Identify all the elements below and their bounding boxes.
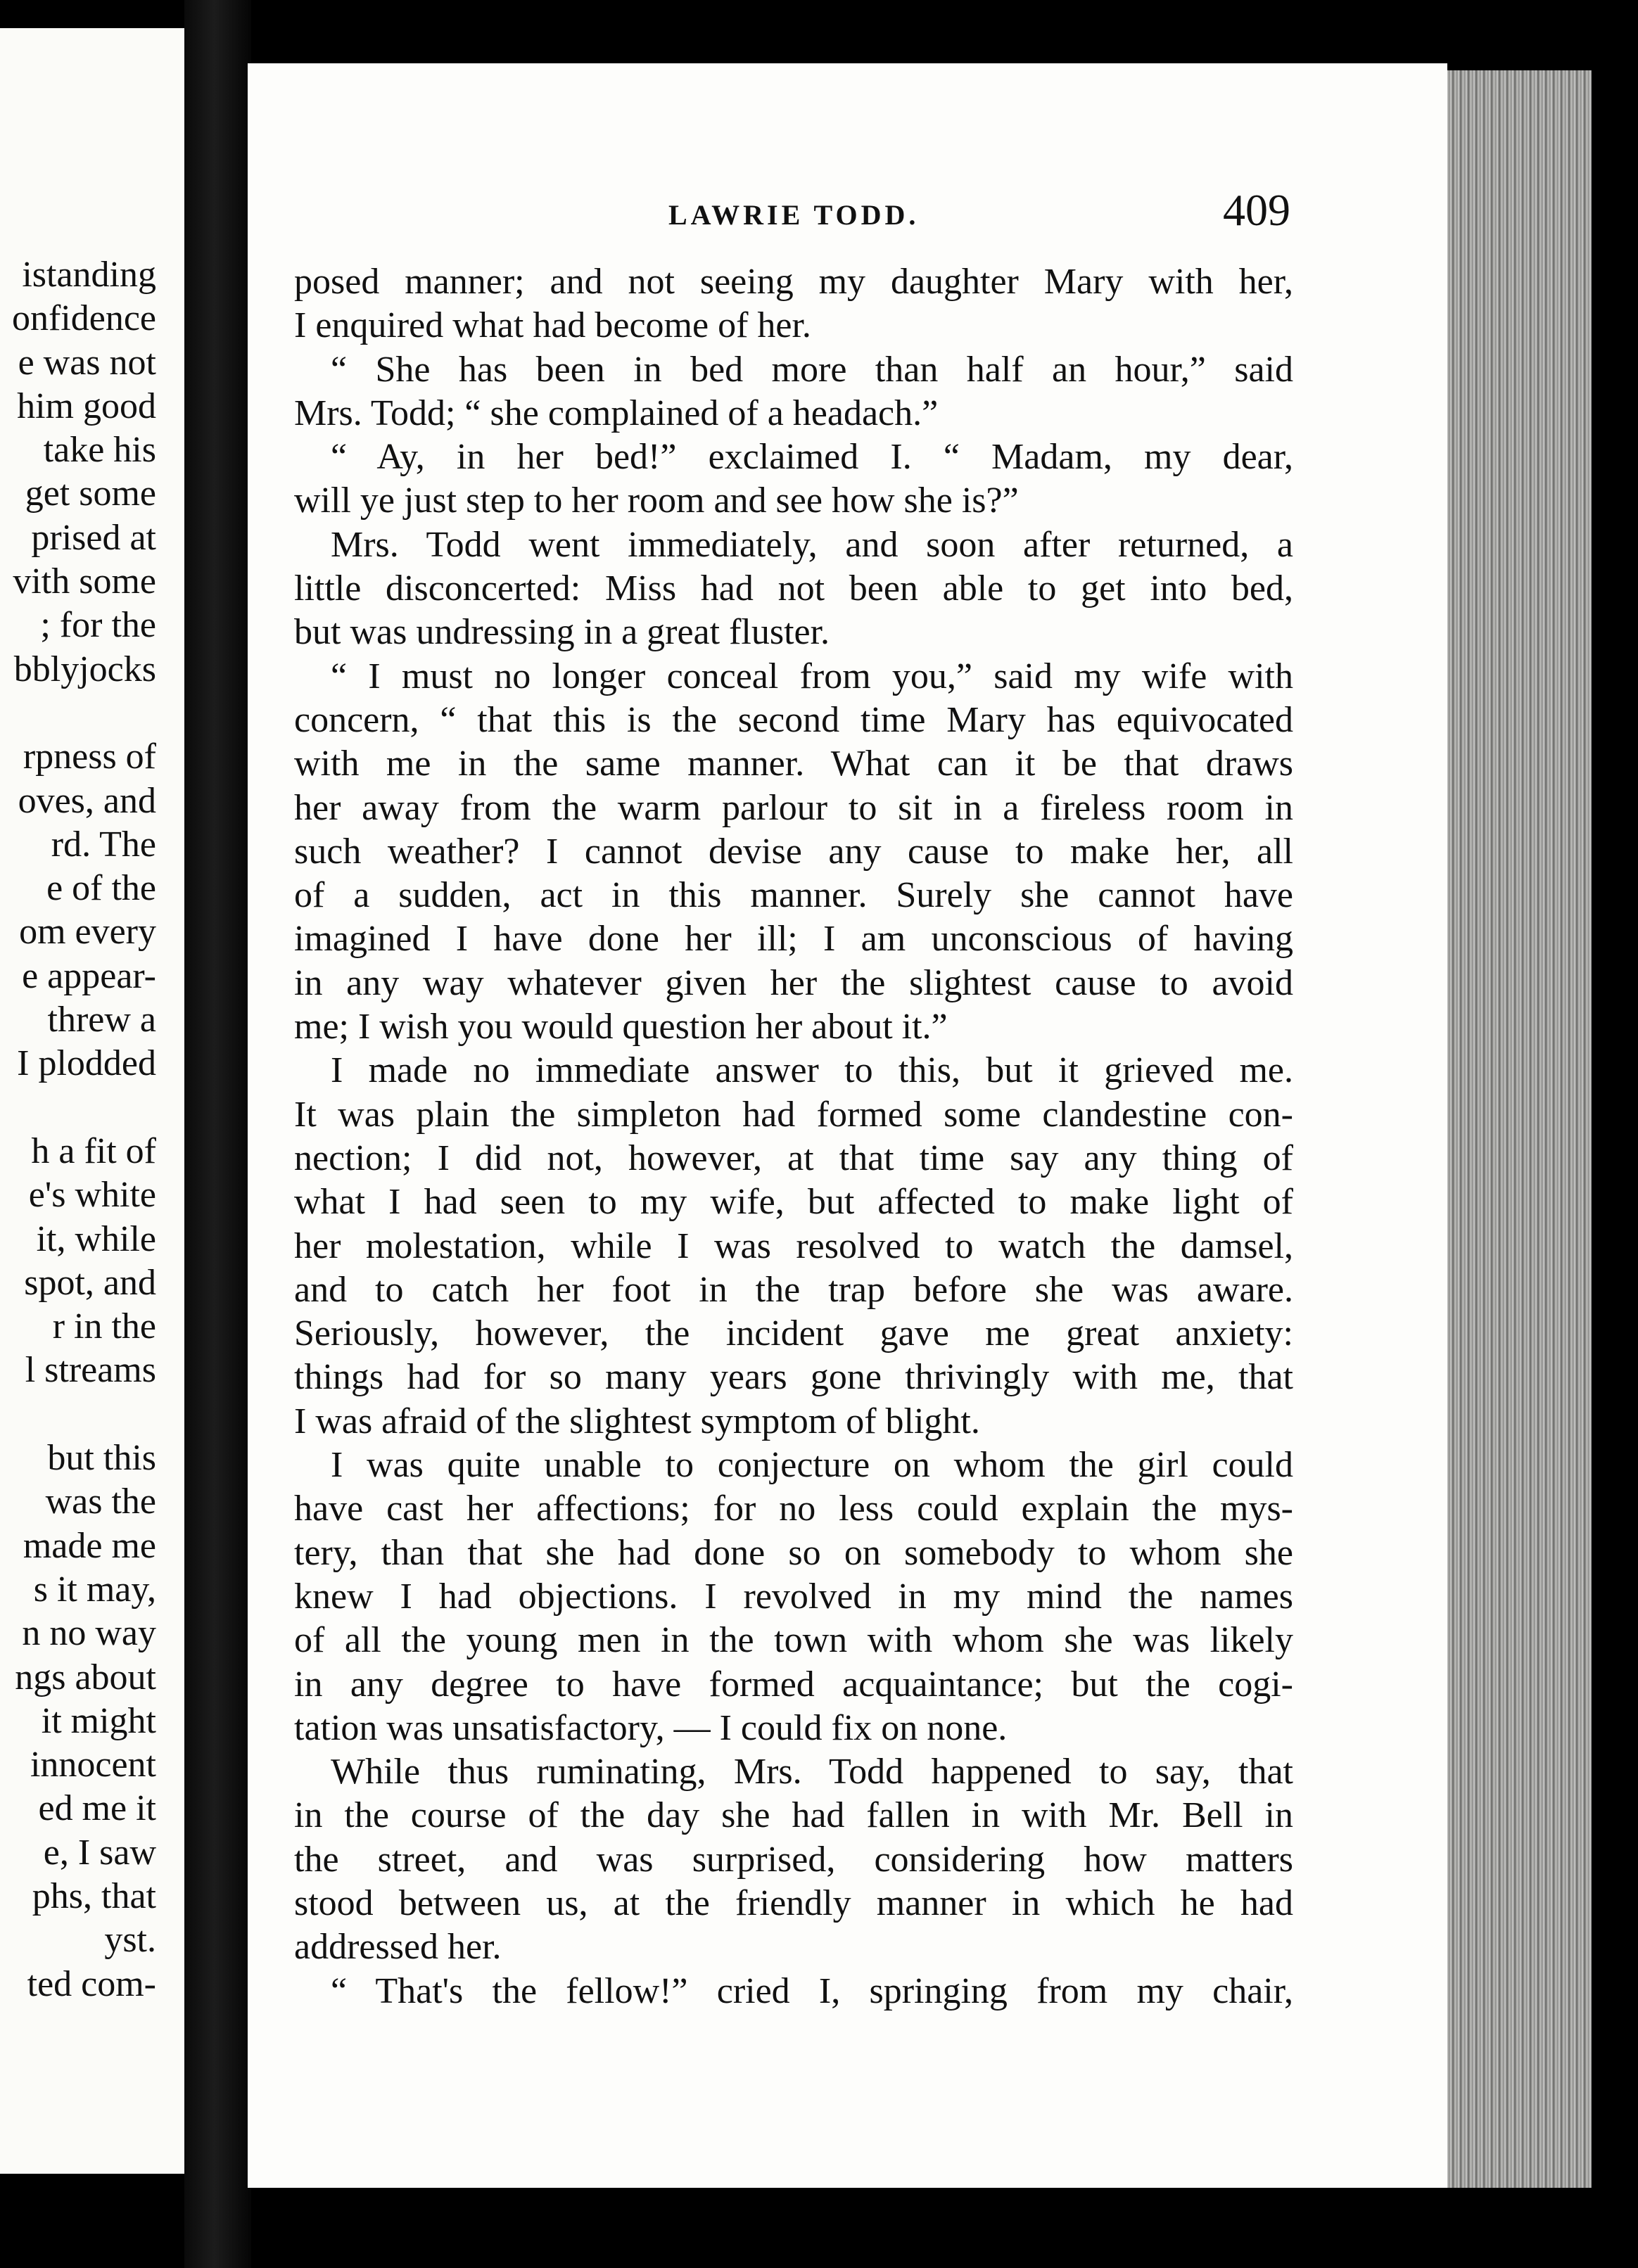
left-page-line: n no way	[22, 1613, 156, 1654]
left-page-line: e of the	[46, 868, 156, 909]
text-line: the street, and was surprised, considering how matters	[294, 1839, 1293, 1880]
left-page-line: was the	[45, 1482, 156, 1522]
text-line: stood between us, at the friendly manner in which he had	[294, 1882, 1293, 1923]
running-title: LAWRIE TODD.	[668, 199, 920, 231]
text-line: “ I must no longer conceal from you,” said my wife with	[331, 656, 1293, 696]
left-page-line: bblyjocks	[13, 649, 156, 689]
text-line: little disconcerted: Miss had not been able to get into bed,	[294, 568, 1293, 609]
left-page-line: ; for the	[40, 605, 156, 646]
left-page-line: r in the	[52, 1306, 156, 1347]
left-page-text	[12, 253, 156, 2006]
page-edges	[1447, 70, 1592, 2188]
left-page-line: rd. The	[51, 824, 156, 865]
left-page-line: ngs about	[15, 1657, 156, 1697]
text-line: tation was unsatisfactory, — I could fix on none.	[294, 1707, 1008, 1748]
text-line: “ That's the fellow!” cried I, springing from my chair,	[331, 1970, 1293, 2011]
left-page-line: it, while	[36, 1218, 156, 1259]
left-page-line: s it may,	[33, 1569, 156, 1610]
left-page-fragment	[0, 28, 184, 2174]
text-line: addressed her.	[294, 1927, 502, 1968]
text-line: in any way whatever given her the slightest cause to avoid	[294, 962, 1293, 1003]
text-line: will ye just step to her room and see how she is?”	[294, 480, 1019, 521]
left-page-line: l streams	[25, 1350, 156, 1391]
text-line: but was undressing in a great fluster.	[294, 612, 830, 653]
left-page-line: oves, and	[18, 780, 156, 821]
text-line: I enquired what had become of her.	[294, 305, 811, 346]
text-line: nection; I did not, however, at that time say any thing of	[294, 1138, 1293, 1178]
left-page-line: ed me it	[38, 1788, 156, 1829]
text-line: her away from the warm parlour to sit in a fireless room in	[294, 787, 1293, 828]
text-line: imagined I have done her ill; I am unconscious of having	[294, 919, 1293, 960]
left-page-line: ted com-	[27, 1963, 156, 2004]
left-page-line: e's white	[28, 1175, 156, 1216]
left-page-line: take his	[43, 430, 156, 471]
text-line: posed manner; and not seeing my daughter Mary with her,	[294, 262, 1293, 302]
text-line: her molestation, while I was resolved to watch the damsel,	[294, 1225, 1293, 1266]
text-line: of all the young men in the town with whom she was likely	[294, 1620, 1293, 1661]
text-line: what I had seen to my wife, but affected to make light of	[294, 1182, 1293, 1223]
text-line: “ She has been in bed more than half an hour,” said	[331, 349, 1293, 390]
text-line: I made no immediate answer to this, but it grieved me.	[331, 1050, 1293, 1091]
text-line: concern, “ that this is the second time Mary has equivocated	[294, 699, 1293, 740]
text-line: such weather? I cannot devise any cause to make her, all	[294, 831, 1293, 872]
text-line: tery, than that she had done so on somebody to whom she	[294, 1532, 1293, 1573]
body-text	[294, 260, 1293, 2013]
left-page-line	[12, 1393, 156, 1436]
text-line: “ Ay, in her bed!” exclaimed I. “ Madam, my dear,	[331, 437, 1293, 478]
left-page-line: spot, and	[24, 1262, 156, 1303]
page-number: 409	[1223, 185, 1290, 235]
text-line: knew I had objections. I revolved in my mind the names	[294, 1576, 1293, 1617]
text-line: in the course of the day she had fallen in with Mr. Bell in	[294, 1795, 1293, 1836]
left-page-line: onfidence	[11, 298, 156, 339]
text-line: I was quite unable to conjecture on whom the girl could	[331, 1445, 1293, 1486]
left-page-line: rpness of	[23, 737, 156, 777]
left-page-line: get some	[25, 473, 156, 514]
left-page-line: made me	[23, 1525, 156, 1566]
text-line: I was afraid of the slightest symptom of blight.	[294, 1401, 980, 1441]
text-line: in any degree to have formed acquaintance; but the cogi-	[294, 1664, 1293, 1705]
left-page-line	[12, 692, 156, 735]
text-line: and to catch her foot in the trap before she was aware.	[294, 1269, 1293, 1310]
left-page-line: yst.	[104, 1920, 156, 1961]
left-page-line: e, I saw	[43, 1832, 156, 1873]
text-line: of a sudden, act in this manner. Surely she cannot have	[294, 875, 1293, 916]
text-line: While thus ruminating, Mrs. Todd happened to say, that	[331, 1752, 1293, 1792]
left-page-line: innocent	[30, 1745, 156, 1785]
text-line: It was plain the simpleton had formed some clandestine con-	[294, 1094, 1293, 1135]
left-page-line: prised at	[31, 517, 156, 558]
left-page-line: it might	[41, 1700, 156, 1741]
left-page-line	[12, 1086, 156, 1130]
left-page-line: e was not	[18, 342, 156, 383]
book-gutter	[184, 0, 251, 2268]
left-page-line: h a fit of	[31, 1130, 156, 1171]
left-page-line: threw a	[47, 1000, 156, 1040]
text-line: Mrs. Todd went immediately, and soon after returned, a	[331, 524, 1293, 565]
text-line: with me in the same manner. What can it be that draws	[294, 744, 1293, 784]
left-page-line: but this	[47, 1438, 156, 1479]
text-line: Mrs. Todd; “ she complained of a headach.”	[294, 393, 939, 433]
text-line: me; I wish you would question her about it.”	[294, 1007, 948, 1047]
left-page-line: om every	[19, 912, 156, 953]
text-line: Seriously, however, the incident gave me great anxiety:	[294, 1313, 1293, 1354]
left-page-line: him good	[17, 386, 156, 426]
left-page-line: e appear-	[22, 955, 156, 996]
left-page-line: I plodded	[17, 1043, 156, 1084]
left-page-line: phs, that	[32, 1875, 156, 1916]
text-line: have cast her affections; for no less could explain the mys-	[294, 1489, 1293, 1529]
text-line: things had for so many years gone thrivingly with me, that	[294, 1357, 1293, 1398]
left-page-line: vith some	[13, 561, 156, 602]
left-page-line: istanding	[22, 255, 156, 295]
